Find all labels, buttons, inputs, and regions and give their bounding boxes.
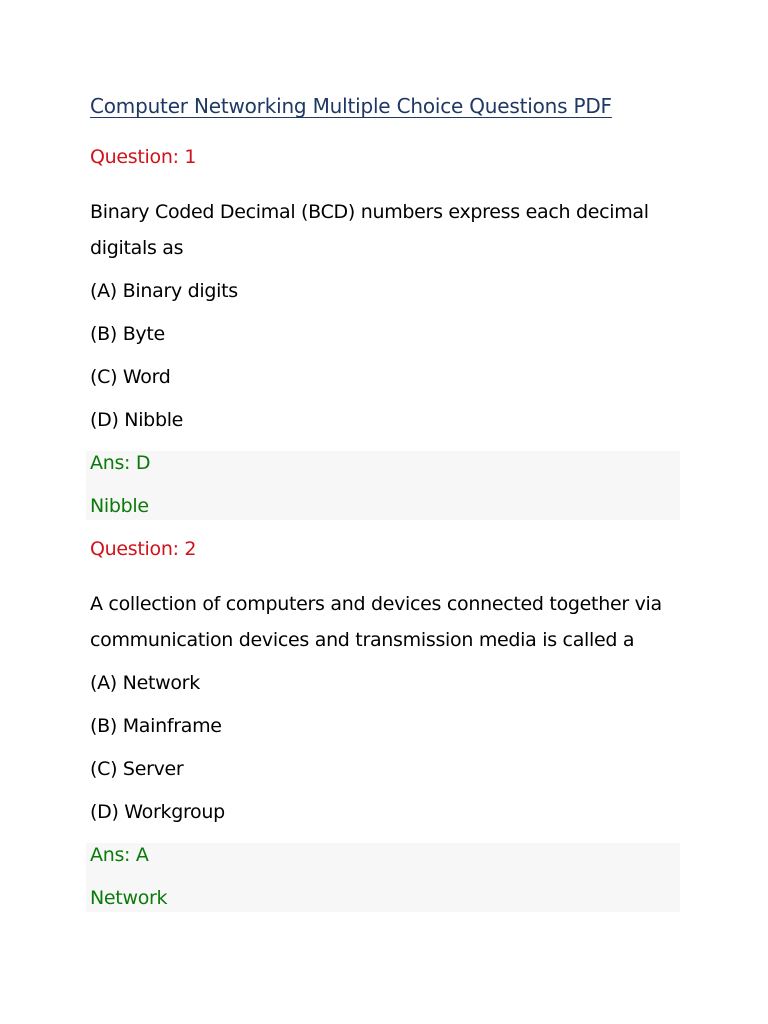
question-1-option-c: (C) Word <box>90 366 171 388</box>
question-1-text-line-1: Binary Coded Decimal (BCD) numbers express each decimal <box>90 201 649 223</box>
question-2-option-a: (A) Network <box>90 672 200 694</box>
question-1-option-d: (D) Nibble <box>90 409 184 431</box>
question-2-answer: Ans: A <box>90 844 149 866</box>
question-1-heading: Question: 1 <box>90 146 197 168</box>
document-title: Computer Networking Multiple Choice Questions PDF <box>90 94 612 118</box>
question-1-option-b: (B) Byte <box>90 323 165 345</box>
question-2-option-b: (B) Mainframe <box>90 715 222 737</box>
question-1-text-line-2: digitals as <box>90 237 184 259</box>
question-2-text-line-2: communication devices and transmission media is called a <box>90 629 635 651</box>
question-2-heading: Question: 2 <box>90 538 197 560</box>
question-2-text-line-1: A collection of computers and devices connected together via <box>90 593 662 615</box>
question-2-answer-text: Network <box>90 887 168 909</box>
question-1-answer: Ans: D <box>90 452 151 474</box>
question-1-option-a: (A) Binary digits <box>90 280 238 302</box>
question-2-option-d: (D) Workgroup <box>90 801 225 823</box>
question-2-answer-box <box>86 843 680 912</box>
question-1-answer-box <box>86 451 680 520</box>
question-2-option-c: (C) Server <box>90 758 184 780</box>
question-1-answer-text: Nibble <box>90 495 149 517</box>
